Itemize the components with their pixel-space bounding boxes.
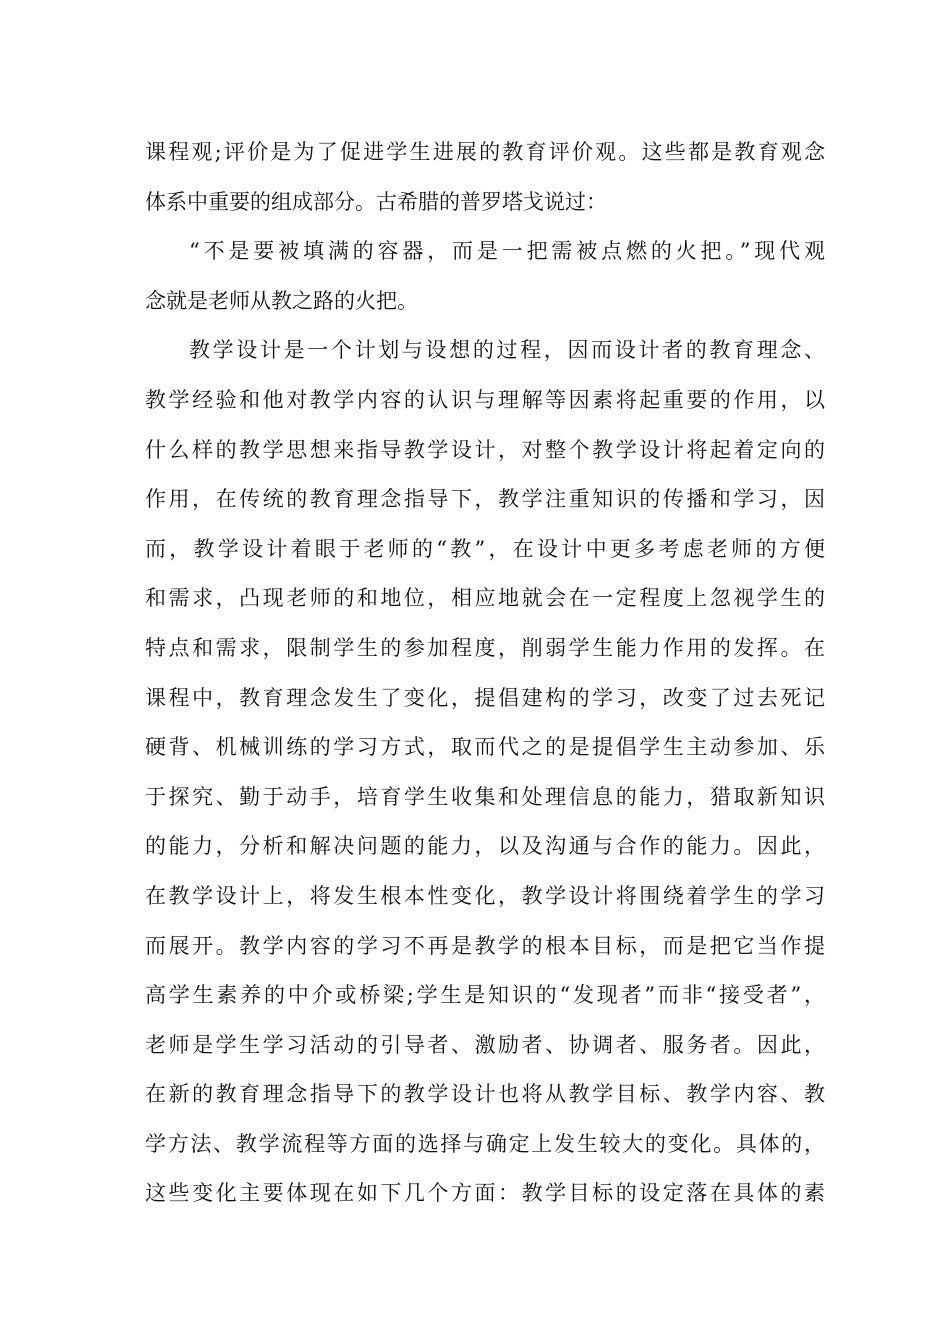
text-line: 高学生素养的中介或桥梁;学生是知识的“发现者”而非“接受者”，	[145, 983, 825, 1008]
text-line: 在教学设计上，将发生根本性变化，教学设计将围绕着学生的学习	[145, 883, 825, 908]
text-line: 而展开。教学内容的学习不再是教学的根本目标，而是把它当作提	[145, 933, 825, 958]
text-line: 在新的教育理念指导下的教学设计也将从教学目标、教学内容、教	[145, 1082, 825, 1107]
text-line: 教学设计是一个计划与设想的过程，因而设计者的教育理念、	[189, 338, 825, 363]
text-line: 和需求，凸现老师的和地位，相应地就会在一定程度上忽视学生的	[145, 586, 825, 611]
text-line: 作用，在传统的教育理念指导下，教学注重知识的传播和学习，因	[145, 487, 825, 512]
text-line: “不是要被填满的容器，而是一把需被点燃的火把。”现代观	[189, 239, 825, 264]
text-line: 什么样的教学思想来指导教学设计，对整个教学设计将起着定向的	[145, 437, 825, 462]
text-line: 教学经验和他对教学内容的认识与理解等因素将起重要的作用，以	[145, 387, 825, 412]
text-line: 体系中重要的组成部分。古希腊的普罗塔戈说过：	[145, 189, 607, 214]
text-line: 于探究、勤于动手，培育学生收集和处理信息的能力，猎取新知识	[145, 784, 825, 809]
text-line: 这些变化主要体现在如下几个方面：教学目标的设定落在具体的素	[145, 1181, 825, 1206]
text-line: 特点和需求，限制学生的参加程度，削弱学生能力作用的发挥。在	[145, 635, 825, 660]
text-line: 学方法、教学流程等方面的选择与确定上发生较大的变化。具体的，	[145, 1131, 825, 1156]
text-line: 老师是学生学习活动的引导者、激励者、协调者、服务者。因此，	[145, 1032, 825, 1057]
text-line: 课程中，教育理念发生了变化，提倡建构的学习，改变了过去死记	[145, 685, 825, 710]
body-text	[145, 128, 825, 1219]
text-line: 课程观;评价是为了促进学生进展的教育评价观。这些都是教育观念	[145, 140, 825, 164]
text-line: 硬背、机械训练的学习方式，取而代之的是提倡学生主动参加、乐	[145, 735, 825, 760]
text-line: 念就是老师从教之路的火把。	[145, 288, 418, 313]
text-line: 而，教学设计着眼于老师的“教”，在设计中更多考虑老师的方便	[145, 536, 825, 561]
text-line: 的能力，分析和解决问题的能力，以及沟通与合作的能力。因此，	[145, 834, 825, 859]
